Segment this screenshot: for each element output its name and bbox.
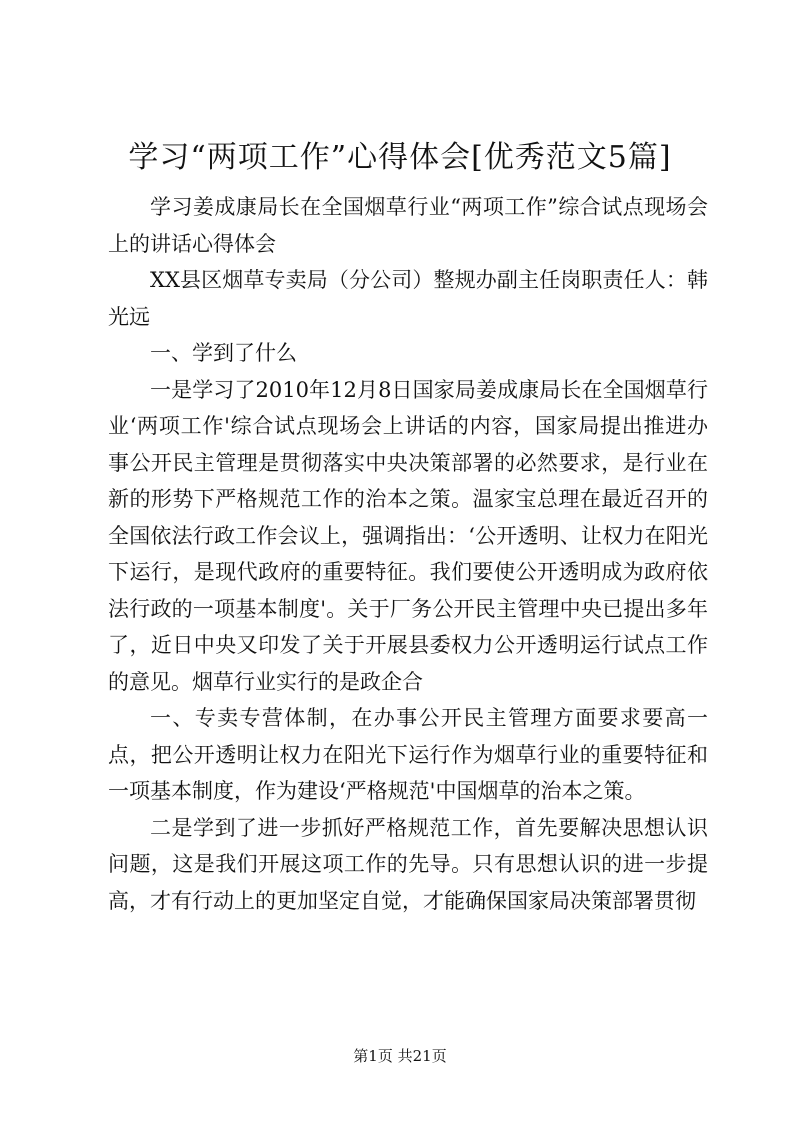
document-title: 学习“两项工作”心得体会[优秀范文5篇] (128, 140, 672, 175)
paragraph-subtitle: 学习姜成康局长在全国烟草行业“两项工作”综合试点现场会上的讲话心得体会 (108, 195, 708, 256)
paragraph-body-1: 一是学习了2010年12月8日国家局姜成康局长在全国烟草行业‘两项工作'综合试点现场会上讲话的内容，国家局提出推进办事公开民主管理是贯彻落实中央决策部署的必然要求，是行业在新的形势下严格规范工作的治本之策。温家宝总理在最近召开的全国依法行政工作会议上，强调指出：‘公开透明、让权力在阳光下运行，是现代政府的重要特征。我们要使公开透明成为政府依法行政的一项基本制度'。关于厂务公开民主管理中央已提出多年了，近日中央又印发了关于开展县委权力公开透明运行试点工作的意见。烟草行业实行的是政企合 (108, 377, 708, 694)
paragraph-author: XX县区烟草专卖局（分公司）整规办副主任岗职责任人：韩光远 (108, 268, 708, 329)
paragraph-body-3: 二是学到了进一步抓好严格规范工作，首先要解决思想认识问题，这是我们开展这项工作的先导。只有思想认识的进一步提高，才有行动上的更加坚定自觉，才能确保国家局决策部署贯彻 (108, 815, 708, 913)
document-body (108, 189, 708, 919)
paragraph-heading-1: 一、学到了什么 (150, 341, 297, 365)
paragraph-body-2: 一、专卖专营体制，在办事公开民主管理方面要求要高一点，把公开透明让权力在阳光下运行作为烟草行业的重要特征和一项基本制度，作为建设‘严格规范'中国烟草的治本之策。 (108, 706, 708, 803)
page-number-footer: 第1页 共21页 (353, 1047, 447, 1065)
